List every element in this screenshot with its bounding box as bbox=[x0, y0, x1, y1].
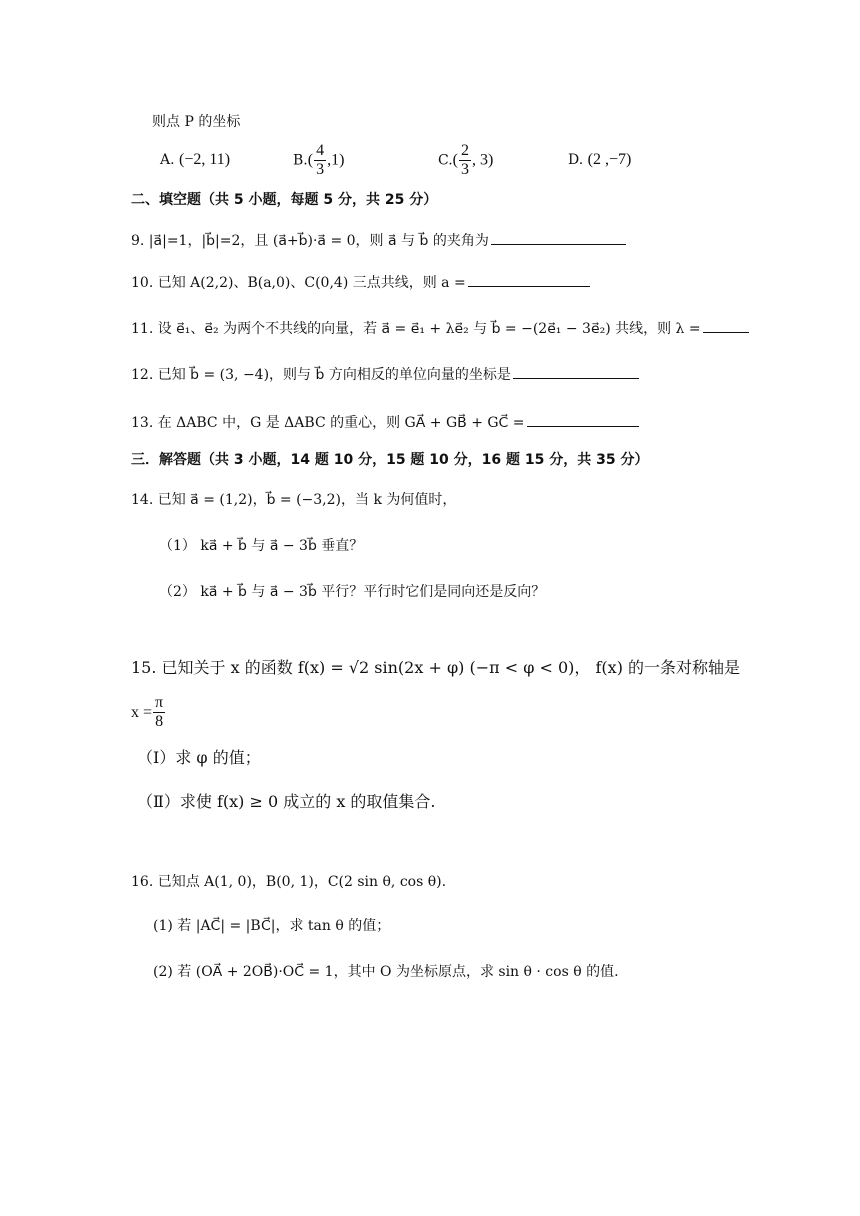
option-d bbox=[568, 150, 631, 170]
option-a-value: (−2, 11) bbox=[179, 151, 231, 168]
question-14-part-2: （2） ka⃗ + b⃗ 与 a⃗ − 3b⃗ 平行？平行时它们是同向还是反向？ bbox=[159, 584, 546, 600]
answer-blank bbox=[527, 412, 639, 427]
option-c-fraction bbox=[459, 142, 471, 179]
option-c-denominator: 3 bbox=[461, 161, 469, 178]
axis-equation: x = bbox=[131, 704, 153, 721]
axis-denominator: 8 bbox=[155, 713, 164, 730]
option-b-paren: ( bbox=[307, 151, 314, 169]
question-16-part-1: (1) 若 |AC⃗| = |BC⃗|，求 tan θ 的值； bbox=[153, 918, 391, 934]
question-lead: 则点 P 的坐标 bbox=[152, 114, 241, 130]
option-c-rest: , 3) bbox=[472, 151, 494, 169]
answer-blank bbox=[703, 318, 749, 333]
option-b-denominator: 3 bbox=[316, 161, 325, 178]
question-15-part-1: （Ⅰ）求 φ 的值； bbox=[137, 748, 261, 767]
option-b-numerator: 4 bbox=[316, 142, 325, 159]
section-heading-solutions: 三．解答题（共 3 小题，14 题 10 分，15 题 10 分，16 题 15 分，共 35 分） bbox=[131, 452, 649, 468]
question-9 bbox=[131, 230, 626, 251]
answer-blank bbox=[468, 272, 590, 287]
option-a-label: A. bbox=[160, 152, 175, 168]
question-12-text: 12. 已知 b⃗ = (3, −4)，则与 b⃗ 方向相反的单位向量的坐标是 bbox=[131, 367, 511, 383]
axis-numerator: π bbox=[155, 694, 164, 711]
question-9-text: 9. |a⃗|=1，|b⃗|=2，且 (a⃗+b⃗)·a⃗ = 0，则 a⃗ 与 b⃗ 的夹角为 bbox=[131, 233, 489, 249]
question-11-text: 11. 设 e⃗₁、e⃗₂ 为两个不共线的向量，若 a⃗ = e⃗₁ + λe⃗₂ 与 b⃗ = −(2e⃗₁ − 3e⃗₂) 共线，则 λ = bbox=[131, 321, 701, 337]
option-b bbox=[293, 142, 344, 179]
answer-blank bbox=[491, 230, 626, 245]
option-d-label: D. bbox=[568, 152, 584, 168]
section-heading-fill-in: 二、填空题（共 5 小题，每题 5 分，共 25 分） bbox=[131, 192, 438, 208]
question-12 bbox=[131, 364, 639, 385]
question-16: 16. 已知点 A(1, 0)，B(0, 1)，C(2 sin θ, cos θ). bbox=[131, 874, 447, 890]
option-b-fraction bbox=[314, 142, 326, 179]
axis-fraction bbox=[153, 694, 165, 731]
option-c bbox=[438, 142, 493, 179]
answer-blank bbox=[513, 364, 639, 379]
question-15-axis bbox=[131, 694, 166, 731]
question-15: 15. 已知关于 x 的函数 f(x) = √2 sin(2x + φ) (−π < φ < 0)， f(x) 的一条对称轴是 bbox=[131, 658, 741, 677]
option-c-paren: ( bbox=[452, 151, 458, 169]
option-b-rest: ,1) bbox=[327, 151, 345, 169]
question-14: 14. 已知 a⃗ = (1,2)，b⃗ = (−3,2)，当 k 为何值时， bbox=[131, 492, 457, 508]
question-11 bbox=[131, 318, 749, 339]
question-15-part-2: （Ⅱ）求使 f(x) ≥ 0 成立的 x 的取值集合. bbox=[137, 792, 436, 811]
option-d-value: (2 ,−7) bbox=[587, 151, 632, 168]
question-16-part-2: (2) 若 (OA⃗ + 2OB⃗)·OC⃗ = 1，其中 O 为坐标原点，求 sin θ · cos θ 的值. bbox=[153, 964, 619, 980]
option-a bbox=[160, 150, 230, 170]
option-c-label: C. bbox=[438, 152, 453, 169]
option-b-label: B. bbox=[293, 152, 308, 169]
question-14-part-1: （1） ka⃗ + b⃗ 与 a⃗ − 3b⃗ 垂直？ bbox=[159, 538, 364, 554]
question-10 bbox=[131, 272, 590, 293]
option-c-numerator: 2 bbox=[461, 142, 469, 159]
question-13-text: 13. 在 ΔABC 中，G 是 ΔABC 的重心，则 GA⃗ + GB⃗ + GC⃗ = bbox=[131, 415, 525, 431]
question-10-text: 10. 已知 A(2,2)、B(a,0)、C(0,4) 三点共线，则 a = bbox=[131, 275, 466, 291]
question-13 bbox=[131, 412, 639, 433]
options-row bbox=[160, 142, 680, 190]
